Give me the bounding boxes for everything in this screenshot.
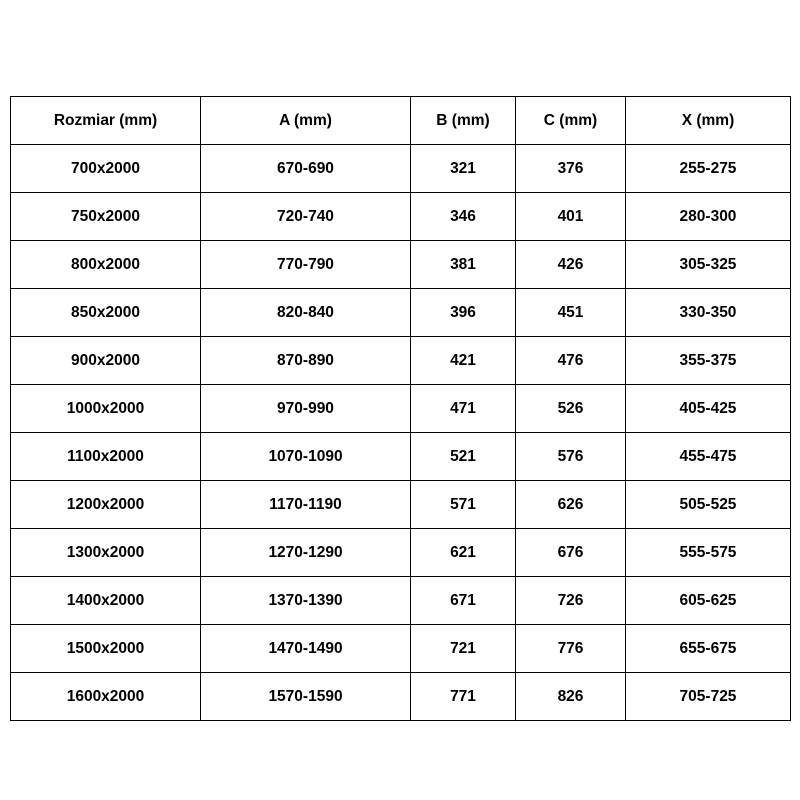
table-header (11, 97, 791, 145)
cell-rozmiar: 1300x2000 (11, 529, 201, 577)
cell-x: 405-425 (626, 385, 791, 433)
table-row (11, 673, 791, 721)
cell-rozmiar: 1500x2000 (11, 625, 201, 673)
cell-x: 555-575 (626, 529, 791, 577)
column-header-c: C (mm) (516, 97, 626, 145)
cell-c: 626 (516, 481, 626, 529)
table-row (11, 193, 791, 241)
column-header-b: B (mm) (411, 97, 516, 145)
cell-c: 576 (516, 433, 626, 481)
column-header-rozmiar: Rozmiar (mm) (11, 97, 201, 145)
cell-c: 726 (516, 577, 626, 625)
cell-a: 1570-1590 (201, 673, 411, 721)
table-row (11, 433, 791, 481)
cell-b: 721 (411, 625, 516, 673)
cell-x: 305-325 (626, 241, 791, 289)
cell-x: 505-525 (626, 481, 791, 529)
cell-rozmiar: 1400x2000 (11, 577, 201, 625)
cell-b: 396 (411, 289, 516, 337)
cell-c: 476 (516, 337, 626, 385)
cell-a: 720-740 (201, 193, 411, 241)
cell-b: 571 (411, 481, 516, 529)
table-row (11, 481, 791, 529)
cell-c: 676 (516, 529, 626, 577)
cell-b: 471 (411, 385, 516, 433)
cell-x: 330-350 (626, 289, 791, 337)
size-table-container (10, 96, 790, 721)
table-body (11, 145, 791, 721)
cell-rozmiar: 1000x2000 (11, 385, 201, 433)
table-row (11, 385, 791, 433)
cell-a: 820-840 (201, 289, 411, 337)
cell-rozmiar: 750x2000 (11, 193, 201, 241)
cell-c: 401 (516, 193, 626, 241)
cell-rozmiar: 1200x2000 (11, 481, 201, 529)
column-header-x: X (mm) (626, 97, 791, 145)
cell-b: 321 (411, 145, 516, 193)
cell-x: 280-300 (626, 193, 791, 241)
cell-x: 655-675 (626, 625, 791, 673)
cell-x: 455-475 (626, 433, 791, 481)
cell-b: 621 (411, 529, 516, 577)
table-row (11, 529, 791, 577)
cell-x: 355-375 (626, 337, 791, 385)
cell-c: 376 (516, 145, 626, 193)
cell-a: 870-890 (201, 337, 411, 385)
cell-c: 426 (516, 241, 626, 289)
cell-x: 255-275 (626, 145, 791, 193)
cell-a: 1270-1290 (201, 529, 411, 577)
cell-a: 1470-1490 (201, 625, 411, 673)
cell-x: 705-725 (626, 673, 791, 721)
cell-c: 826 (516, 673, 626, 721)
cell-rozmiar: 900x2000 (11, 337, 201, 385)
cell-b: 421 (411, 337, 516, 385)
cell-x: 605-625 (626, 577, 791, 625)
cell-rozmiar: 1100x2000 (11, 433, 201, 481)
table-header-row (11, 97, 791, 145)
cell-a: 1070-1090 (201, 433, 411, 481)
table-row (11, 625, 791, 673)
cell-b: 381 (411, 241, 516, 289)
table-row (11, 145, 791, 193)
cell-a: 970-990 (201, 385, 411, 433)
table-row (11, 289, 791, 337)
table-row (11, 337, 791, 385)
cell-c: 776 (516, 625, 626, 673)
table-row (11, 241, 791, 289)
cell-a: 670-690 (201, 145, 411, 193)
cell-c: 526 (516, 385, 626, 433)
cell-c: 451 (516, 289, 626, 337)
cell-a: 770-790 (201, 241, 411, 289)
cell-b: 771 (411, 673, 516, 721)
cell-rozmiar: 850x2000 (11, 289, 201, 337)
cell-rozmiar: 700x2000 (11, 145, 201, 193)
cell-rozmiar: 800x2000 (11, 241, 201, 289)
table-row (11, 577, 791, 625)
size-table (10, 96, 791, 721)
cell-a: 1170-1190 (201, 481, 411, 529)
cell-b: 521 (411, 433, 516, 481)
cell-b: 346 (411, 193, 516, 241)
cell-rozmiar: 1600x2000 (11, 673, 201, 721)
column-header-a: A (mm) (201, 97, 411, 145)
cell-b: 671 (411, 577, 516, 625)
cell-a: 1370-1390 (201, 577, 411, 625)
